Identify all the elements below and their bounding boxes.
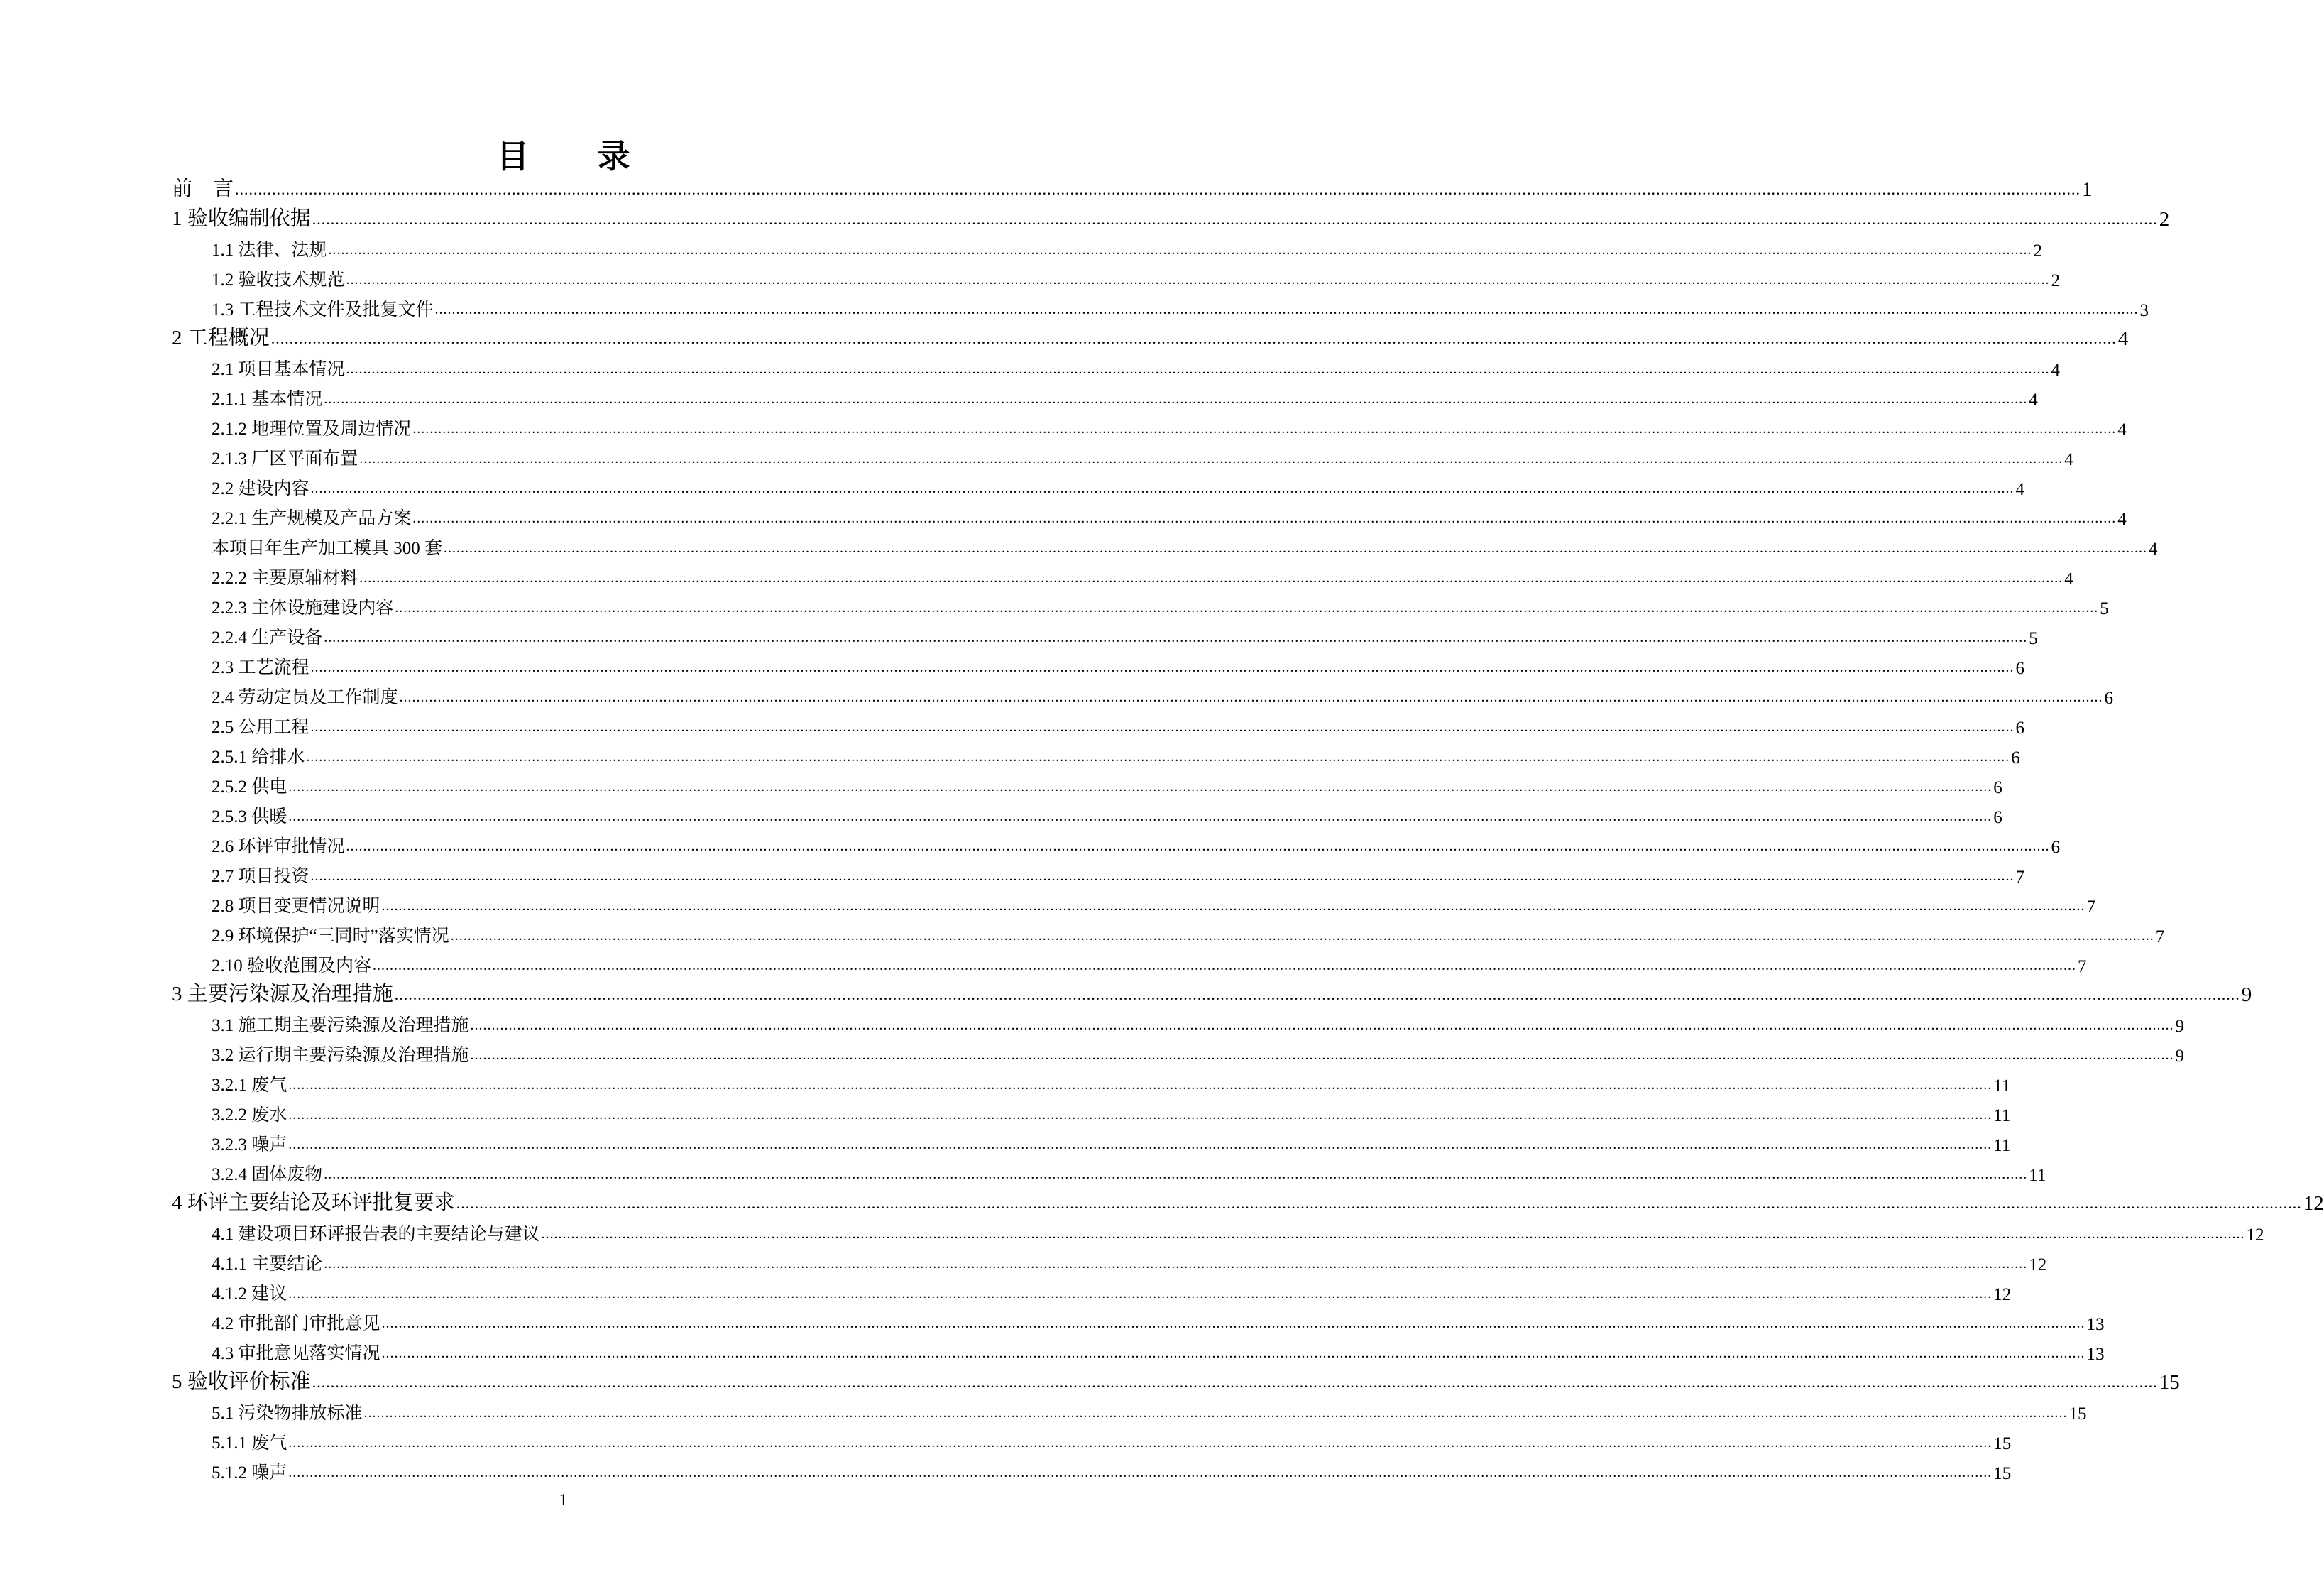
- toc-dot-leader: ................................................................................................................................................................................................................................................................................................................................................................................................................: [310, 660, 2015, 675]
- toc-dot-leader: ................................................................................................................................................................................................................................................................................................................................................................................................................: [324, 391, 2028, 407]
- toc-dot-leader: ................................................................................................................................................................................................................................................................................................................................................................................................................: [346, 839, 2050, 854]
- toc-entry-page: 2: [2051, 271, 2061, 290]
- toc-entry[interactable]: [212, 740, 2020, 768]
- toc-dot-leader: ................................................................................................................................................................................................................................................................................................................................................................................................................: [324, 1167, 2028, 1182]
- toc-entry-label: 2.1.1 基本情况: [212, 390, 323, 409]
- toc-entry-page: 15: [2159, 1371, 2180, 1394]
- toc-entry[interactable]: [212, 799, 2002, 828]
- toc-entry-page: 4: [2149, 540, 2158, 559]
- toc-entry-label: 4 环评主要结论及环评批复要求: [172, 1191, 455, 1214]
- toc-entry-page: 11: [1993, 1106, 2011, 1125]
- toc-entry[interactable]: [212, 1277, 2012, 1305]
- toc-entry-label: 4.2 审批部门审批意见: [212, 1314, 380, 1333]
- toc-dot-leader: ................................................................................................................................................................................................................................................................................................................................................................................................................: [363, 1405, 2068, 1421]
- toc-entry[interactable]: [172, 1366, 2180, 1394]
- toc-dot-leader: ................................................................................................................................................................................................................................................................................................................................................................................................................: [288, 1286, 1993, 1301]
- toc-entry[interactable]: [212, 382, 2038, 410]
- toc-entry[interactable]: [212, 1456, 2012, 1484]
- toc-entry[interactable]: [212, 710, 2025, 738]
- toc-entry[interactable]: [212, 263, 2061, 291]
- toc-dot-leader: ................................................................................................................................................................................................................................................................................................................................................................................................................: [456, 1194, 2302, 1212]
- toc-entry[interactable]: [212, 1426, 2012, 1454]
- toc-dot-leader: ................................................................................................................................................................................................................................................................................................................................................................................................................: [399, 689, 2103, 705]
- toc-entry-page: 13: [2086, 1315, 2105, 1334]
- toc-dot-leader: ................................................................................................................................................................................................................................................................................................................................................................................................................: [359, 570, 2063, 586]
- toc-entry-label: 4.1 建设项目环评报告表的主要结论与建议: [212, 1225, 540, 1244]
- toc-dot-leader: ................................................................................................................................................................................................................................................................................................................................................................................................................: [381, 1345, 2085, 1361]
- toc-entry-label: 3.2.4 固体废物: [212, 1165, 323, 1184]
- toc-dot-leader: ................................................................................................................................................................................................................................................................................................................................................................................................................: [270, 329, 2117, 347]
- toc-entry-page: 5: [2100, 599, 2109, 618]
- toc-entry[interactable]: [212, 233, 2043, 261]
- toc-dot-leader: ................................................................................................................................................................................................................................................................................................................................................................................................................: [450, 928, 2154, 944]
- toc-entry-page: 5: [2029, 629, 2038, 648]
- toc-entry-label: 2.1.3 厂区平面布置: [212, 449, 358, 469]
- toc-dot-leader: ................................................................................................................................................................................................................................................................................................................................................................................................................: [470, 1047, 2174, 1063]
- toc-entry-label: 2.9 环境保护“三同时”落实情况: [212, 927, 449, 946]
- toc-dot-leader: ................................................................................................................................................................................................................................................................................................................................................................................................................: [381, 1316, 2085, 1331]
- toc-entry-page: 7: [2086, 897, 2096, 917]
- toc-entry-page: 6: [1993, 778, 2002, 797]
- toc-entry-label: 本项目年生产加工模具 300 套: [212, 539, 443, 558]
- toc-entry[interactable]: [212, 1098, 2011, 1126]
- toc-entry-label: 5.1.2 噪声: [212, 1463, 287, 1483]
- toc-entry-label: 5.1.1 废气: [212, 1434, 287, 1453]
- toc-dot-leader: ................................................................................................................................................................................................................................................................................................................................................................................................................: [288, 1107, 1993, 1123]
- toc-entry-label: 5.1 污染物排放标准: [212, 1404, 363, 1423]
- toc-dot-leader: ................................................................................................................................................................................................................................................................................................................................................................................................................: [306, 749, 2010, 765]
- toc-entry[interactable]: [212, 829, 2061, 858]
- toc-entry[interactable]: [212, 889, 2096, 917]
- toc-entry-label: 2.4 劳动定员及工作制度: [212, 688, 398, 707]
- toc-dot-leader: ................................................................................................................................................................................................................................................................................................................................................................................................................: [235, 180, 2081, 198]
- toc-dot-leader: ................................................................................................................................................................................................................................................................................................................................................................................................................: [288, 1137, 1993, 1152]
- toc-entry-label: 2.5.2 供电: [212, 777, 287, 797]
- toc-entry-page: 9: [2175, 1047, 2185, 1066]
- toc-entry[interactable]: [172, 1187, 2324, 1216]
- toc-dot-leader: ................................................................................................................................................................................................................................................................................................................................................................................................................: [444, 540, 2148, 556]
- toc-entry-label: 2.2 建设内容: [212, 479, 309, 498]
- toc-entry-label: 2.2.4 生产设备: [212, 628, 323, 648]
- toc-entry-label: 2 工程概况: [172, 327, 270, 349]
- toc-entry-label: 3.2.2 废水: [212, 1106, 287, 1125]
- toc-dot-leader: ................................................................................................................................................................................................................................................................................................................................................................................................................: [434, 302, 2139, 317]
- toc-entry-label: 2.2.2 主要原辅材料: [212, 569, 358, 588]
- toc-entry-label: 2.1.2 地理位置及周边情况: [212, 420, 412, 439]
- toc-entry-page: 6: [2051, 838, 2061, 857]
- toc-dot-leader: ................................................................................................................................................................................................................................................................................................................................................................................................................: [324, 630, 2028, 645]
- toc-entry[interactable]: [212, 680, 2114, 709]
- toc-entry-page: 4: [2015, 480, 2025, 499]
- page-number: 1: [559, 1491, 568, 1510]
- toc-entry-page: 12: [2029, 1255, 2047, 1274]
- toc-entry[interactable]: [212, 1396, 2087, 1424]
- toc-entry[interactable]: [212, 442, 2073, 470]
- toc-entry-page: 4: [2029, 391, 2038, 410]
- toc-entry-page: 2: [2159, 208, 2170, 231]
- toc-entry-page: 6: [2104, 689, 2114, 708]
- toc-entry-label: 1.2 验收技术规范: [212, 271, 345, 290]
- toc-entry-page: 15: [1993, 1464, 2012, 1483]
- toc-entry[interactable]: [212, 621, 2038, 649]
- toc-entry-label: 3.2 运行期主要污染源及治理措施: [212, 1046, 469, 1065]
- toc-entry-page: 12: [2303, 1192, 2324, 1215]
- page-title: 目 录: [496, 137, 659, 175]
- toc-dot-leader: ................................................................................................................................................................................................................................................................................................................................................................................................................: [312, 1373, 2158, 1391]
- toc-entry[interactable]: [212, 1306, 2105, 1335]
- toc-entry[interactable]: [212, 1038, 2185, 1066]
- toc-entry[interactable]: [212, 531, 2158, 559]
- toc-entry-page: 12: [2246, 1225, 2264, 1245]
- toc-entry-page: 15: [2068, 1404, 2087, 1424]
- toc-entry-label: 3.1 施工期主要污染源及治理措施: [212, 1016, 469, 1035]
- toc-entry-page: 4: [2117, 420, 2127, 440]
- toc-entry-label: 2.5.3 供暖: [212, 807, 287, 826]
- toc-entry-page: 7: [2155, 927, 2165, 946]
- toc-entry[interactable]: [172, 978, 2252, 1007]
- toc-entry-label: 1 验收编制依据: [172, 207, 311, 230]
- toc-dot-leader: ................................................................................................................................................................................................................................................................................................................................................................................................................: [288, 809, 1993, 824]
- toc-entry[interactable]: [212, 1247, 2047, 1275]
- toc-entry[interactable]: [212, 1157, 2046, 1186]
- toc-entry[interactable]: [172, 203, 2170, 231]
- toc-dot-leader: ................................................................................................................................................................................................................................................................................................................................................................................................................: [373, 958, 2077, 973]
- toc-entry[interactable]: [212, 561, 2073, 589]
- toc-dot-leader: ................................................................................................................................................................................................................................................................................................................................................................................................................: [541, 1226, 2245, 1242]
- toc-dot-leader: ................................................................................................................................................................................................................................................................................................................................................................................................................: [288, 1435, 1993, 1451]
- toc-entry[interactable]: [212, 1068, 2011, 1096]
- toc-dot-leader: ................................................................................................................................................................................................................................................................................................................................................................................................................: [288, 1077, 1993, 1093]
- toc-entry-page: 11: [1993, 1076, 2011, 1096]
- toc-entry-page: 6: [2015, 659, 2025, 678]
- toc-entry-page: 2: [2033, 241, 2043, 261]
- toc-entry-label: 2.5 公用工程: [212, 718, 309, 737]
- toc-entry-label: 2.1 项目基本情况: [212, 360, 345, 379]
- toc-entry[interactable]: [212, 501, 2127, 530]
- toc-dot-leader: ................................................................................................................................................................................................................................................................................................................................................................................................................: [328, 242, 2032, 258]
- toc-entry[interactable]: [212, 859, 2025, 888]
- toc-entry[interactable]: [212, 352, 2061, 381]
- toc-entry-label: 1.3 工程技术文件及批复文件: [212, 300, 434, 320]
- toc-dot-leader: ................................................................................................................................................................................................................................................................................................................................................................................................................: [324, 1256, 2028, 1272]
- toc-entry-label: 4.1.1 主要结论: [212, 1255, 323, 1274]
- toc-entry-label: 4.3 审批意见落实情况: [212, 1344, 380, 1363]
- toc-entry[interactable]: [212, 919, 2165, 947]
- toc-entry-label: 2.3 工艺流程: [212, 658, 309, 677]
- toc-entry-page: 6: [1993, 808, 2002, 827]
- toc-entry-label: 2.10 验收范围及内容: [212, 956, 372, 976]
- toc-entry-page: 9: [2241, 983, 2252, 1006]
- toc-entry-label: 5 验收评价标准: [172, 1370, 311, 1393]
- toc-entry-label: 2.7 项目投资: [212, 867, 309, 886]
- toc-entry-page: 1: [2082, 178, 2093, 201]
- toc-entry-label: 2.5.1 给排水: [212, 748, 305, 767]
- toc-dot-leader: ................................................................................................................................................................................................................................................................................................................................................................................................................: [346, 272, 2050, 288]
- toc-dot-leader: ................................................................................................................................................................................................................................................................................................................................................................................................................: [310, 719, 2015, 735]
- toc-entry[interactable]: [212, 1008, 2185, 1037]
- toc-entry-label: 2.8 项目变更情况说明: [212, 897, 380, 916]
- toc-dot-leader: ................................................................................................................................................................................................................................................................................................................................................................................................................: [346, 361, 2050, 377]
- toc-dot-leader: ................................................................................................................................................................................................................................................................................................................................................................................................................: [394, 986, 2240, 1003]
- toc-entry-page: 4: [2064, 450, 2073, 469]
- toc-dot-leader: ................................................................................................................................................................................................................................................................................................................................................................................................................: [310, 868, 2015, 884]
- toc-entry-page: 4: [2051, 361, 2061, 380]
- toc-dot-leader: ................................................................................................................................................................................................................................................................................................................................................................................................................: [412, 421, 2117, 437]
- toc-dot-leader: ................................................................................................................................................................................................................................................................................................................................................................................................................: [381, 898, 2085, 914]
- toc-entry-page: 15: [1993, 1434, 2012, 1453]
- toc-dot-leader: ................................................................................................................................................................................................................................................................................................................................................................................................................: [288, 1465, 1993, 1480]
- toc-entry[interactable]: [212, 591, 2109, 619]
- toc-entry[interactable]: [172, 173, 2093, 202]
- toc-entry[interactable]: [212, 949, 2087, 977]
- toc-entry-page: 6: [2011, 748, 2020, 768]
- toc-entry-page: 12: [1993, 1285, 2012, 1304]
- toc-dot-leader: ................................................................................................................................................................................................................................................................................................................................................................................................................: [312, 210, 2158, 228]
- toc-dot-leader: ................................................................................................................................................................................................................................................................................................................................................................................................................: [359, 451, 2063, 466]
- toc-entry[interactable]: [212, 412, 2127, 440]
- toc-dot-leader: ................................................................................................................................................................................................................................................................................................................................................................................................................: [310, 481, 2015, 496]
- toc-entry-label: 2.2.1 生产规模及产品方案: [212, 509, 412, 528]
- toc-entry-label: 3 主要污染源及治理措施: [172, 983, 393, 1005]
- toc-entry-page: 6: [2015, 719, 2025, 738]
- toc-entry-label: 2.6 环评审批情况: [212, 837, 345, 856]
- toc-entry-page: 9: [2175, 1017, 2185, 1036]
- toc-entry[interactable]: [212, 293, 2149, 321]
- toc-entry-page: 4: [2117, 327, 2129, 350]
- toc-entry-label: 4.1.2 建议: [212, 1284, 287, 1304]
- toc-entry-label: 3.2.3 噪声: [212, 1135, 287, 1154]
- toc-entry[interactable]: [212, 1217, 2264, 1245]
- toc-dot-leader: ................................................................................................................................................................................................................................................................................................................................................................................................................: [470, 1017, 2174, 1033]
- toc-entry-page: 7: [2015, 868, 2025, 887]
- toc-entry-page: 4: [2064, 569, 2073, 589]
- toc-entry-page: 7: [2078, 957, 2087, 976]
- toc-entry-page: 13: [2086, 1345, 2105, 1364]
- toc-dot-leader: ................................................................................................................................................................................................................................................................................................................................................................................................................: [412, 511, 2117, 526]
- toc-entry-page: 11: [1993, 1136, 2011, 1155]
- toc-entry[interactable]: [172, 322, 2129, 351]
- toc-dot-leader: ................................................................................................................................................................................................................................................................................................................................................................................................................: [288, 779, 1993, 795]
- toc-entry-page: 3: [2139, 301, 2149, 320]
- toc-entry-label: 2.2.3 主体设施建设内容: [212, 599, 394, 618]
- toc-entry-page: 4: [2117, 510, 2127, 529]
- toc-entry[interactable]: [212, 471, 2025, 500]
- toc-entry[interactable]: [212, 1336, 2105, 1365]
- toc-dot-leader: ................................................................................................................................................................................................................................................................................................................................................................................................................: [395, 600, 2099, 616]
- toc-entry-label: 3.2.1 废气: [212, 1076, 287, 1095]
- toc-entry[interactable]: [212, 650, 2025, 679]
- toc-entry[interactable]: [212, 770, 2002, 798]
- toc-entry[interactable]: [212, 1128, 2011, 1156]
- toc-entry-label: 前 言: [172, 178, 234, 200]
- toc-entry-label: 1.1 法律、法规: [212, 241, 327, 260]
- toc-entry-page: 11: [2029, 1166, 2046, 1185]
